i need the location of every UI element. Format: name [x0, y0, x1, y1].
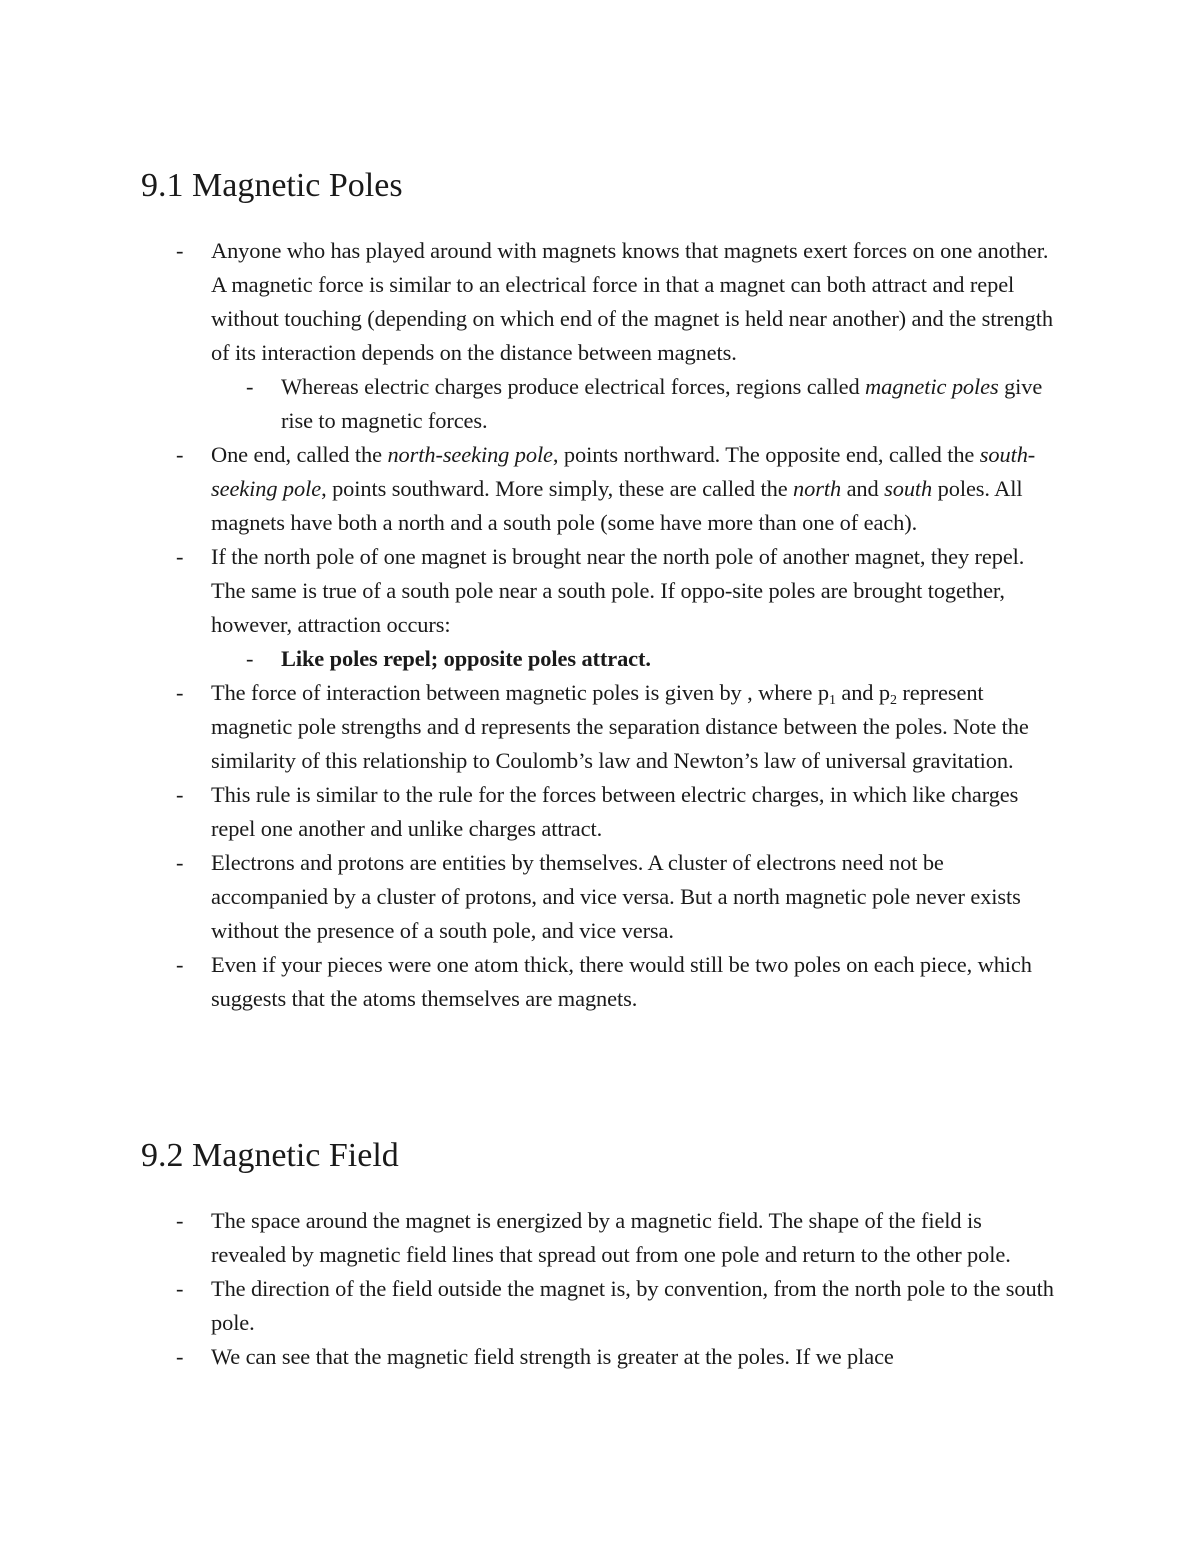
bullet-dash: -: [176, 442, 184, 467]
bullet-dash: -: [246, 646, 254, 671]
list-item: [0, 1204, 1061, 1272]
bullet-text: , points southward. More simply, these are called the: [321, 476, 794, 501]
list-item: [0, 1272, 1061, 1340]
magnetic-field-bullet-list: [0, 1204, 1061, 1374]
bullet-dash: -: [176, 850, 184, 875]
key-rule-text: Like poles repel; opposite poles attract.: [281, 646, 651, 671]
magnetic-poles-bullet-list: [0, 234, 1061, 1016]
list-item: [0, 438, 1061, 540]
emphasis-term: north-seeking pole: [387, 442, 553, 467]
section-heading-magnetic-field: 9.2 Magnetic Field: [141, 1137, 399, 1174]
bullet-dash: -: [246, 374, 254, 399]
emphasis-term: south-seeking pole: [211, 442, 1036, 501]
list-item: [0, 676, 1061, 778]
bullet-text: Whereas electric charges produce electrical forces, regions called: [281, 374, 866, 399]
bullet-dash: -: [176, 238, 184, 263]
bullet-text: The force of interaction between magnetic poles is given by , where p: [211, 680, 829, 705]
list-item: [0, 1340, 1061, 1374]
bullet-dash: -: [176, 544, 184, 569]
sub-list-item: [0, 642, 1061, 676]
sub-list-item: [0, 370, 1061, 438]
emphasis-term: magnetic poles: [865, 374, 999, 399]
bullet-text: The direction of the field outside the magnet is, by convention, from the north pole to the south pole.: [211, 1276, 1054, 1335]
bullet-dash: -: [176, 782, 184, 807]
bullet-text: , points northward. The opposite end, called the: [552, 442, 980, 467]
section-heading-magnetic-poles: 9.1 Magnetic Poles: [141, 167, 403, 204]
bullet-text: The space around the magnet is energized by a magnetic field. The shape of the field is revealed by magnetic field lines that spread out from one pole and return to the other pole.: [211, 1208, 1011, 1267]
bullet-text: This rule is similar to the rule for the forces between electric charges, in which like charges repel one another and unlike charges attract.: [211, 782, 1019, 841]
bullet-text: We can see that the magnetic field strength is greater at the poles. If we place: [211, 1344, 894, 1369]
subscript: 1: [828, 693, 836, 708]
list-item: [0, 778, 1061, 846]
bullet-text: represent magnetic pole strengths and d represents the separation distance between the poles. Note the similarity of this relationship to Coulomb’s law and Newton’s law of universal gravitation.: [211, 680, 1029, 773]
bullet-text: give rise to magnetic forces.: [281, 374, 1043, 433]
bullet-text: If the north pole of one magnet is brought near the north pole of another magnet, they repel. The same is true of a south pole near a south pole. If oppo-site poles are brought together, however, attraction occurs:: [211, 544, 1025, 637]
bullet-text: Electrons and protons are entities by themselves. A cluster of electrons need not be accompanied by a cluster of protons, and vice versa. But a north magnetic pole never exists without the presence of a south pole, and vice versa.: [211, 850, 1021, 943]
bullet-dash: -: [176, 1208, 184, 1233]
bullet-dash: -: [176, 1276, 184, 1301]
subscript: 2: [889, 693, 897, 708]
bullet-dash: -: [176, 952, 184, 977]
emphasis-term: south: [884, 476, 933, 501]
list-item: [0, 234, 1061, 370]
list-item: [0, 846, 1061, 948]
emphasis-term: north: [793, 476, 842, 501]
bullet-text: One end, called the: [211, 442, 388, 467]
list-item: [0, 540, 1061, 642]
bullet-text: poles. All magnets have both a north and a south pole (some have more than one of each).: [211, 476, 1023, 535]
list-item: [0, 948, 1061, 1016]
bullet-text: Even if your pieces were one atom thick, there would still be two poles on each piece, which suggests that the atoms themselves are magnets.: [211, 952, 1032, 1011]
bullet-text: and: [841, 476, 885, 501]
bullet-dash: -: [176, 680, 184, 705]
bullet-text: and p: [835, 680, 890, 705]
bullet-dash: -: [176, 1344, 184, 1369]
bullet-text: Anyone who has played around with magnets knows that magnets exert forces on one another. A magnetic force is similar to an electrical force in that a magnet can both attract and repel without touching (depending on which end of the magnet is held near another) and the strength of its interaction depends on the distance between magnets.: [211, 238, 1053, 365]
